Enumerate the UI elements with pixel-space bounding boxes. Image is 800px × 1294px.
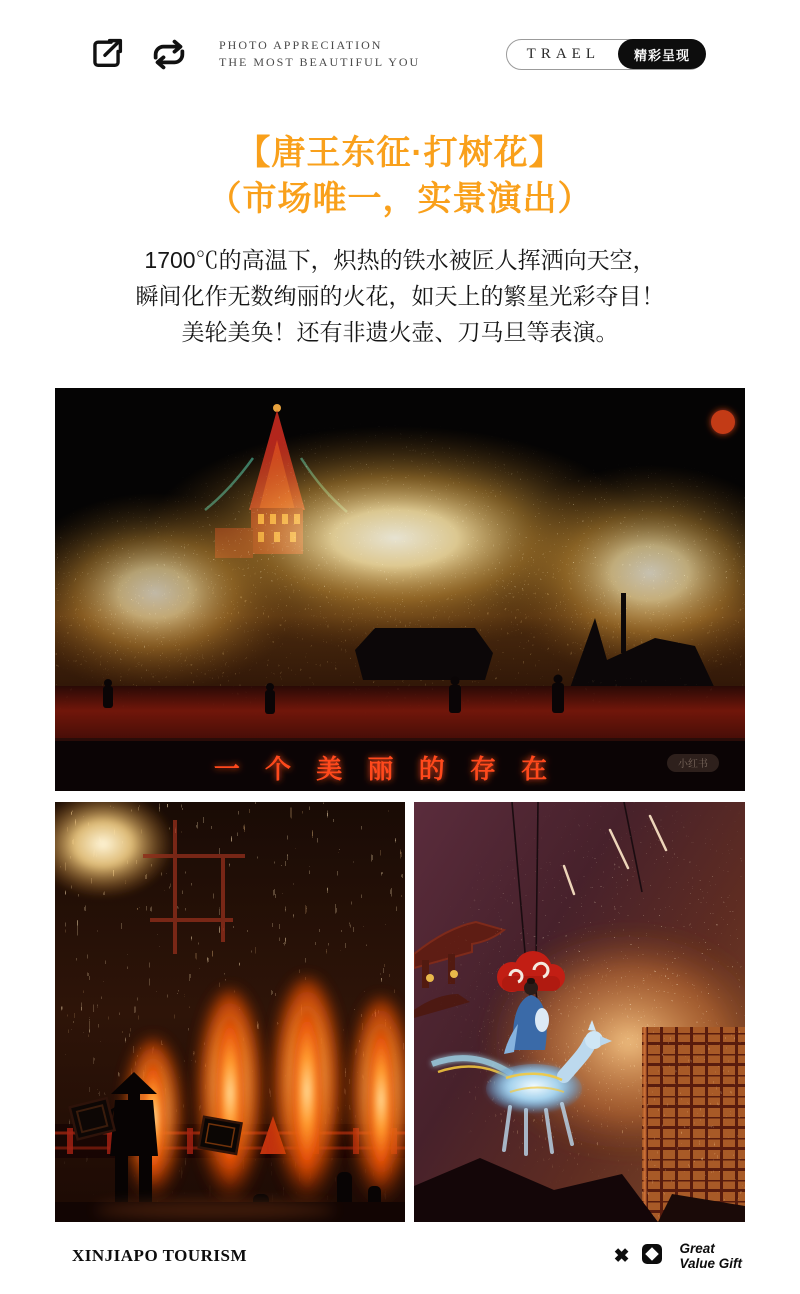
gift-tagline-line2: Value Gift: [679, 1256, 742, 1272]
header-icons: [88, 36, 191, 73]
gift-tagline: [679, 1241, 742, 1272]
svg-text:小红书: 小红书: [678, 759, 708, 770]
photo-horse-performer: [414, 802, 745, 1222]
diamond-icon: [642, 1244, 662, 1269]
fire-pot-right: [199, 1117, 242, 1154]
red-lantern: [711, 410, 735, 434]
watermark: [667, 754, 719, 772]
main-photo-firework-show: [55, 388, 745, 791]
travel-pill: [506, 39, 705, 70]
intro-line3: 美轮美奂！还有非遗火壶、刀马旦等表演。: [181, 319, 619, 345]
footer: [0, 1241, 800, 1272]
brand-tagline-line2: THE MOST BEAUTIFUL YOU: [219, 55, 421, 69]
x-mark-icon: ✖: [613, 1245, 630, 1267]
header: [0, 0, 800, 78]
intro-line1: 1700℃的高温下，炽热的铁水被匠人挥洒向天空，: [144, 247, 656, 273]
photo-caption: 一 个 美 丽 的 存 在: [213, 754, 557, 784]
lattice-building: [642, 1012, 745, 1222]
footer-brand: XINJIAPO TOURISM: [72, 1246, 248, 1266]
highlight-badge: 精彩呈现: [618, 39, 706, 69]
brand-tagline: [219, 37, 420, 72]
brand-tagline-line1: PHOTO APPRECIATION: [219, 37, 383, 52]
page-title-line2: （市场唯一，实景演出）: [207, 180, 593, 218]
page-title: [0, 130, 800, 222]
footer-right: [614, 1241, 742, 1272]
gift-tagline-line1: Great: [679, 1240, 715, 1256]
photo-fire-pots: [55, 802, 405, 1222]
repost-icon[interactable]: [147, 38, 191, 71]
travel-pill-label: TRAEL: [526, 45, 600, 62]
share-icon[interactable]: [88, 36, 125, 73]
page-title-line1: 【唐王东征·打树花】: [236, 134, 564, 172]
photo-row: [55, 802, 745, 1222]
intro-paragraph: [0, 242, 800, 350]
intro-line2: 瞬间化作无数绚丽的火花，如天上的繁星光彩夺目！: [135, 283, 665, 309]
